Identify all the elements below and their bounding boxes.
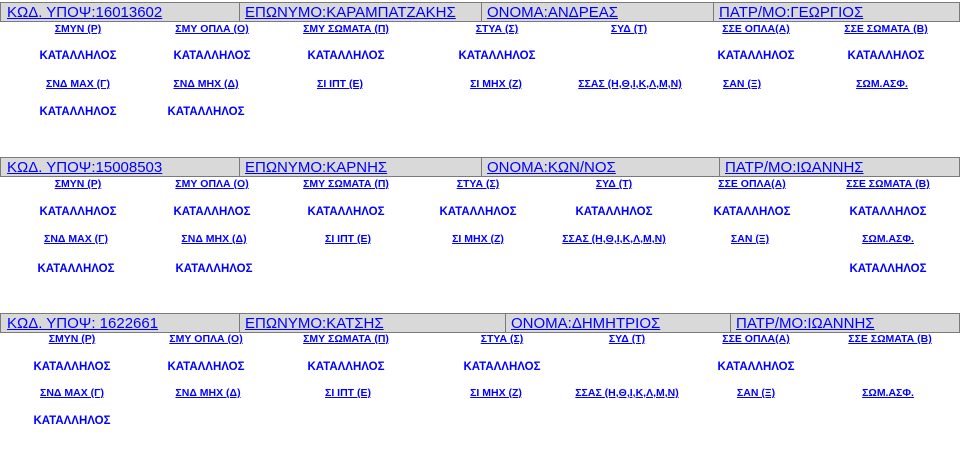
category-label: ΣΣΕ ΣΩΜΑΤΑ (Β) bbox=[848, 333, 932, 345]
category-label: ΣΣΕ ΣΩΜΑΤΑ (Β) bbox=[846, 178, 930, 190]
category-label: ΣΜΥΝ (Ρ) bbox=[48, 333, 96, 345]
suitability-value: ΚΑΤΑΛΛΗΛΟΣ bbox=[167, 361, 245, 373]
category-label: ΣΣΕ ΣΩΜΑΤΑ (Β) bbox=[844, 23, 928, 35]
suitability-value: ΚΑΤΑΛΛΗΛΟΣ bbox=[717, 361, 795, 373]
row2-values bbox=[0, 414, 960, 428]
candidate-record bbox=[0, 2, 960, 152]
category-label: ΣΩΜ.ΑΣΦ. bbox=[862, 387, 914, 399]
category-label: ΣΙ ΜΗΧ (Ζ) bbox=[452, 233, 504, 245]
record-header bbox=[0, 157, 960, 177]
category-label: ΣΑΝ (Ξ) bbox=[730, 233, 770, 245]
candidate-surname: ΕΠΩΝΥΜΟ:ΚΑΡΝΗΣ bbox=[245, 159, 388, 176]
category-label: ΣΑΝ (Ξ) bbox=[722, 78, 762, 90]
category-label: ΣΜΥ ΟΠΛΑ (Ο) bbox=[175, 178, 249, 190]
category-label: ΣΜΥΝ (Ρ) bbox=[54, 23, 102, 35]
category-label: ΣΤΥΑ (Σ) bbox=[456, 178, 500, 190]
candidate-record bbox=[0, 157, 960, 307]
suitability-value: ΚΑΤΑΛΛΗΛΟΣ bbox=[847, 50, 925, 62]
category-label: ΣΜΥ ΣΩΜΑΤΑ (Π) bbox=[303, 333, 389, 345]
category-label: ΣΤΥΑ (Σ) bbox=[480, 333, 524, 345]
category-label: ΣΜΥ ΟΠΛΑ (Ο) bbox=[169, 333, 243, 345]
candidate-name: ΟΝΟΜΑ:ΚΩΝ/ΝΟΣ bbox=[487, 159, 616, 176]
category-label: ΣΑΝ (Ξ) bbox=[736, 387, 776, 399]
suitability-value: ΚΑΤΑΛΛΗΛΟΣ bbox=[575, 206, 653, 218]
category-label: ΣΙ ΙΠΤ (Ε) bbox=[325, 233, 371, 245]
category-label: ΣΥΔ (Τ) bbox=[595, 178, 633, 190]
category-label: ΣΣΕ ΟΠΛΑ(Α) bbox=[718, 178, 786, 190]
category-label: ΣΙ ΜΗΧ (Ζ) bbox=[470, 78, 522, 90]
suitability-value: ΚΑΤΑΛΛΗΛΟΣ bbox=[307, 361, 385, 373]
category-label: ΣΣΕ ΟΠΛΑ(Α) bbox=[722, 23, 790, 35]
header-divider bbox=[481, 158, 482, 176]
category-label: ΣΩΜ.ΑΣΦ. bbox=[862, 233, 914, 245]
row1-labels bbox=[0, 332, 960, 346]
row1-labels bbox=[0, 177, 960, 191]
suitability-value: ΚΑΤΑΛΛΗΛΟΣ bbox=[849, 206, 927, 218]
header-divider bbox=[239, 158, 240, 176]
record-header bbox=[0, 2, 960, 22]
category-label: ΣΩΜ.ΑΣΦ. bbox=[856, 78, 908, 90]
category-label: ΣΜΥ ΟΠΛΑ (Ο) bbox=[175, 23, 249, 35]
candidate-father-name: ΠΑΤΡ/ΜΟ:ΙΩΑΝΝΗΣ bbox=[736, 315, 875, 332]
header-divider bbox=[730, 314, 731, 332]
header-divider bbox=[239, 314, 240, 332]
category-label: ΣΜΥΝ (Ρ) bbox=[54, 178, 102, 190]
candidate-father-name: ΠΑΤΡ/ΜΟ:ΙΩΑΝΝΗΣ bbox=[725, 159, 864, 176]
header-divider bbox=[481, 3, 482, 21]
suitability-value: ΚΑΤΑΛΛΗΛΟΣ bbox=[717, 50, 795, 62]
header-divider bbox=[713, 3, 714, 21]
category-label: ΣΙ ΙΠΤ (Ε) bbox=[317, 78, 363, 90]
row2-labels bbox=[0, 386, 960, 400]
record-header bbox=[0, 313, 960, 333]
category-label: ΣΜΥ ΣΩΜΑΤΑ (Π) bbox=[303, 23, 389, 35]
category-label: ΣΝΔ ΜΗΧ (Δ) bbox=[181, 233, 247, 245]
suitability-value: ΚΑΤΑΛΛΗΛΟΣ bbox=[173, 50, 251, 62]
category-label: ΣΙ ΙΠΤ (Ε) bbox=[325, 387, 371, 399]
row1-values bbox=[0, 205, 960, 219]
suitability-value: ΚΑΤΑΛΛΗΛΟΣ bbox=[463, 361, 541, 373]
category-label: ΣΝΔ ΜΗΧ (Δ) bbox=[175, 387, 241, 399]
suitability-value: ΚΑΤΑΛΛΗΛΟΣ bbox=[849, 263, 927, 275]
suitability-value: ΚΑΤΑΛΛΗΛΟΣ bbox=[33, 415, 111, 427]
header-divider bbox=[239, 3, 240, 21]
row1-values bbox=[0, 49, 960, 63]
candidate-name: ΟΝΟΜΑ:ΔΗΜΗΤΡΙΟΣ bbox=[511, 315, 661, 332]
category-label: ΣΙ ΜΗΧ (Ζ) bbox=[470, 387, 522, 399]
category-label: ΣΝΔ ΜΑΧ (Γ) bbox=[44, 233, 108, 245]
row2-labels bbox=[0, 232, 960, 246]
category-label: ΣΥΔ (Τ) bbox=[608, 333, 646, 345]
suitability-value: ΚΑΤΑΛΛΗΛΟΣ bbox=[307, 206, 385, 218]
row1-values bbox=[0, 360, 960, 374]
suitability-value: ΚΑΤΑΛΛΗΛΟΣ bbox=[175, 263, 253, 275]
candidate-record bbox=[0, 313, 960, 463]
suitability-value: ΚΑΤΑΛΛΗΛΟΣ bbox=[39, 206, 117, 218]
category-label: ΣΣΑΣ (Η,Θ,Ι,Κ,Λ,Μ,Ν) bbox=[578, 78, 682, 90]
candidate-code: ΚΩΔ. ΥΠΟΨ: 1622661 bbox=[7, 315, 159, 332]
candidate-name: ΟΝΟΜΑ:ΑΝΔΡΕΑΣ bbox=[487, 4, 618, 21]
row1-labels bbox=[0, 22, 960, 36]
header-divider bbox=[719, 158, 720, 176]
row2-values bbox=[0, 262, 960, 276]
candidate-surname: ΕΠΩΝΥΜΟ:ΚΑΤΣΗΣ bbox=[245, 315, 384, 332]
candidate-father-name: ΠΑΤΡ/ΜΟ:ΓΕΩΡΓΙΟΣ bbox=[719, 4, 864, 21]
suitability-value: ΚΑΤΑΛΛΗΛΟΣ bbox=[37, 263, 115, 275]
suitability-value: ΚΑΤΑΛΛΗΛΟΣ bbox=[39, 50, 117, 62]
category-label: ΣΣΕ ΟΠΛΑ(Α) bbox=[722, 333, 790, 345]
category-label: ΣΜΥ ΣΩΜΑΤΑ (Π) bbox=[303, 178, 389, 190]
category-label: ΣΝΔ ΜΑΧ (Γ) bbox=[40, 387, 104, 399]
suitability-value: ΚΑΤΑΛΛΗΛΟΣ bbox=[167, 106, 245, 118]
suitability-value: ΚΑΤΑΛΛΗΛΟΣ bbox=[713, 206, 791, 218]
suitability-value: ΚΑΤΑΛΛΗΛΟΣ bbox=[458, 50, 536, 62]
suitability-value: ΚΑΤΑΛΛΗΛΟΣ bbox=[439, 206, 517, 218]
candidate-code: ΚΩΔ. ΥΠΟΨ:16013602 bbox=[7, 4, 163, 21]
suitability-value: ΚΑΤΑΛΛΗΛΟΣ bbox=[173, 206, 251, 218]
category-label: ΣΝΔ ΜΗΧ (Δ) bbox=[173, 78, 239, 90]
category-label: ΣΣΑΣ (Η,Θ,Ι,Κ,Λ,Μ,Ν) bbox=[562, 233, 666, 245]
category-label: ΣΥΔ (Τ) bbox=[610, 23, 648, 35]
suitability-value: ΚΑΤΑΛΛΗΛΟΣ bbox=[307, 50, 385, 62]
candidate-surname: ΕΠΩΝΥΜΟ:ΚΑΡΑΜΠΑΤΖΑΚΗΣ bbox=[245, 4, 456, 21]
candidate-code: ΚΩΔ. ΥΠΟΨ:15008503 bbox=[7, 159, 163, 176]
row2-labels bbox=[0, 77, 960, 91]
suitability-value: ΚΑΤΑΛΛΗΛΟΣ bbox=[39, 106, 117, 118]
category-label: ΣΣΑΣ (Η,Θ,Ι,Κ,Λ,Μ,Ν) bbox=[575, 387, 679, 399]
suitability-value: ΚΑΤΑΛΛΗΛΟΣ bbox=[33, 361, 111, 373]
row2-values bbox=[0, 105, 960, 119]
header-divider bbox=[505, 314, 506, 332]
category-label: ΣΤΥΑ (Σ) bbox=[475, 23, 519, 35]
category-label: ΣΝΔ ΜΑΧ (Γ) bbox=[46, 78, 110, 90]
